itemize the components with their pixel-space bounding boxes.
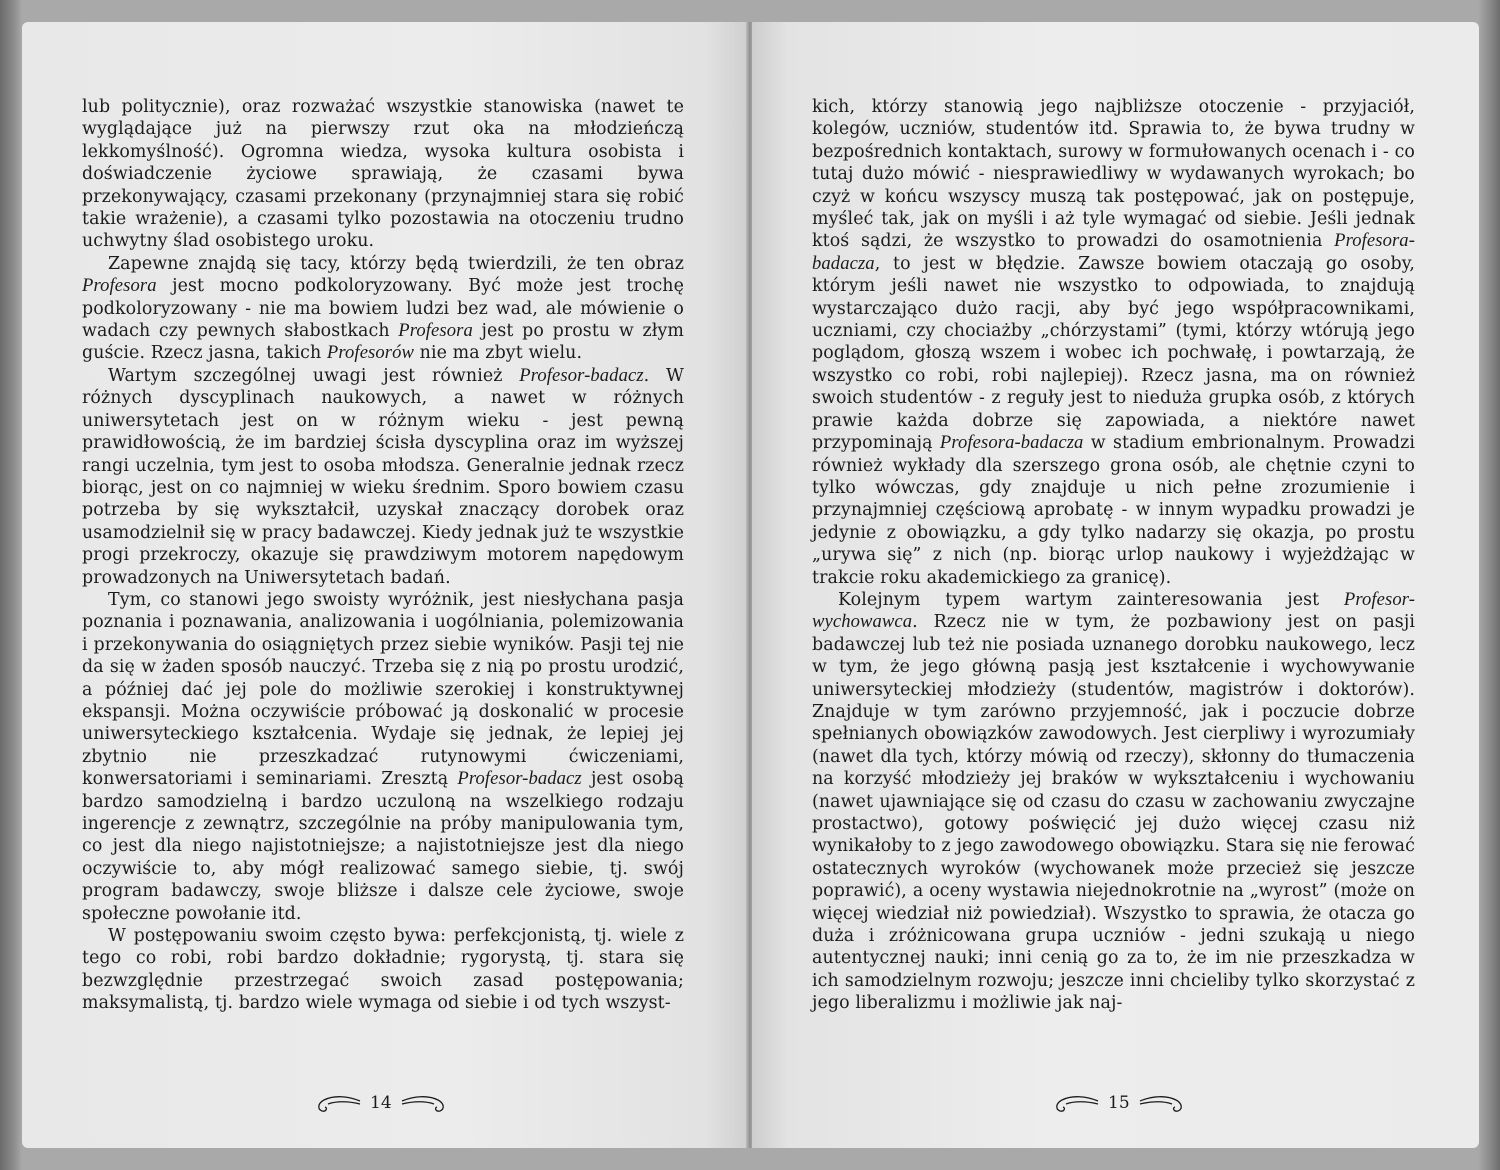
page-number: 14 (370, 1093, 392, 1113)
paragraph: lub politycznie), oraz rozważać wszystkie stanowiska (nawet te wyglądające już na pierwszy rzut oka na młodzieńczą lekkomyślność). Ogromna wiedza, wysoka kultura osobista i doświadczenie życiowe sprawiają, że czasami bywa przekonywający, czasami przekonany (przynajmniej stara się robić takie wrażenie), a czasami tylko pozostawia na otoczeniu trudno uchwytny ślad osobistego uroku. (82, 97, 684, 252)
flourish-right-icon (398, 1090, 448, 1116)
italic-term: Profesor-badacz (519, 364, 644, 386)
flourish-right-icon (1136, 1090, 1186, 1116)
text-run: . W różnych dyscyplinach naukowych, a nawet w różnych uniwersytetach jest on w różnym wieku - jest pewną prawidłowością, że im bardziej ścisła dyscyplina oraz im wyższej rangi uczelnia, tym jest to osoba młodsza. Generalnie jednak rzecz biorąc, jest on co najmniej w wieku średnim. Sporo bowiem czasu potrzeba by się wykształcił, uzyskał znaczący dorobek oraz usamodzielnił się w pracy badawczej. Kiedy jednak już te wszystkie progi przekroczy, okazuje się prawdziwym motorem napędowym prowadzonych na Uniwersytetach badań. (82, 365, 685, 588)
text-run: jest po prostu w złym guście. Rzecz jasna, takich (82, 321, 684, 364)
text-run: w stadium embrionalnym. Prowadzi również wykłady dla szerszego grona osób, ale chętnie czyni to tylko wówczas, gdy znajduje u nich pełne zrozumienie i przynajmniej częściową aprobatę - w innym wypadku prowadzi je jedynie z obowiązku, a gdy tylko nadarzy się okazja, po prostu „urywa się” z nich (np. biorąc urlop naukowy i wyjeżdżając w trakcie roku akademickiego za granicę). (812, 433, 1415, 588)
italic-term: Profesorów (326, 342, 415, 364)
paragraph (812, 96, 1415, 589)
text-run: kich, którzy stanowią jego najbliższe otoczenie - przyjaciół, kolegów, uczniów, studentów itd. Sprawia to, że bywa trudny w bezpośrednich kontaktach, surowy w formułowanych ocenach i - co tutaj dużo mówić - niesprawiedliwy w wydawanych wyrokach; bo czyż w końcu wszyscy muszą tak postępować, jak on postępuje, myśleć tak, jak on myśli i aż tyle wymagać od siebie. Jeśli jednak ktoś sądzi, że wszystko to prowadzi do osamotnienia (812, 97, 1415, 252)
text-run: Tym, co stanowi jego swoisty wyróżnik, jest niesłychana pasja poznania i poznawania, analizowania i uogólniania, polemizowania i przekonywania do osiągniętych przez siebie wyników. Pasji tej nie da się w żaden sposób nauczyć. Trzeba się z nią po prostu urodzić, a później dać jej pole do możliwie szerokiej i konstruktywnej ekspansji. Można oczywiście próbować ją doskonalić w procesie uniwersyteckiego kształcenia. Wydaje się jednak, że lepiej jej zbytnio nie przeszkadzać rutynowymi ćwiczeniami, konwersatoriami i seminariami. Zresztą (82, 589, 684, 790)
text-run: Zapewne znajdą się tacy, którzy będą twierdzili, że ten obraz (108, 253, 684, 274)
page-number: 15 (1108, 1093, 1130, 1113)
text-run: . Rzecz nie w tym, że pozbawiony jest on pasji badawczej lub też nie posiada uznanego dorobku naukowego, lecz w tym, że jego główną pasją jest kształcenie i wychowywanie uniwersyteckiej młodzieży (studentów, magistrów i doktorów). Znajduje w tym zarówno przyjemność, jak i poczucie dobrze spełnianych obowiązków zawodowych. Jest cierpliwy i wyrozumiały (nawet dla tych, którzy mówią od rzeczy), skłonny do tłumaczenia na korzyść młodzieży jej braków w wykształceniu i wychowaniu (nawet ujawniające się od czasu do czasu w zachowaniu zwyczajne prostactwo), gotowy poświęcić jej dużo więcej czasu niż wynikałoby to z jego zawodowego obowiązku. Stara się nie ferować ostatecznych wyroków (wychowanek może przecież się jeszcze poprawić), a oceny wystawia niejednokrotnie na „wyrost” (może on więcej wiedział niż powiedział). Wszystko to sprawia, że otacza go duża i zróżnicowana grupa uczniów - jedni szukają u niego autentycznej nauki; inni cenią go za to, że im nie przeszkadza w ich samodzielnym rozwoju; jeszcze inni chcieliby tylko skorzystać z jego liberalizmu i możliwie jak naj- (812, 612, 1415, 1014)
italic-term: Profesora-badacza (939, 432, 1084, 454)
paragraph (82, 253, 684, 365)
text-run: Kolejnym typem wartym zainteresowania jest (838, 589, 1344, 610)
italic-term: Profesor-badacz (457, 768, 582, 790)
italic-term: Profesora (398, 320, 473, 342)
left-page-footer (314, 1088, 448, 1118)
italic-term: Profesora (82, 275, 157, 297)
text-run: jest mocno podkoloryzowany. Być może jest trochę podkoloryzowany - nie ma bowiem ludzi bez wad, ale mówienie o wadach czy pewnych słabostkach (82, 276, 684, 342)
right-page-footer (1052, 1088, 1186, 1118)
paragraph (82, 365, 684, 589)
paragraph (812, 589, 1415, 1015)
italic-term: Profesora-badacza (812, 230, 1415, 274)
right-page (752, 22, 1479, 1148)
right-page-text (812, 96, 1415, 1015)
flourish-left-icon (314, 1090, 364, 1116)
text-run: Wartym szczególnej uwagi jest również (108, 365, 520, 386)
left-page-text (82, 96, 684, 1015)
left-page (22, 22, 748, 1148)
paragraph (82, 589, 684, 925)
italic-term: Profesor-wychowawca (812, 588, 1415, 633)
text-run: jest osobą bardzo samodzielną i bardzo uczuloną na wszelkiego rodzaju ingerencje z zewnątrz, szczególnie na próby manipulowania tym, co jest dla niego najistotniejsze; a najistotniejsze jest dla niego oczywiście to, aby mógł realizować samego siebie, tj. swój program badawczy, swoje bliższe i dalsze cele życiowe, swoje społeczne powołanie itd. (82, 769, 684, 924)
text-run: , to jest w błędzie. Zawsze bowiem otaczają go osoby, którym jeśli nawet nie wszystko to odpowiada, to znajdują wystarczająco dużo racji, aby być jego współpracownikami, uczniami, czy chociażby „chórzystami” (tymi, którzy wtórują jego poglądom, głoszą wszem i wobec ich pochwałę, i powtarzają, że wszystko co robi, robi najlepiej). Rzecz jasna, ma on również swoich studentów - z reguły jest to nieduża grupka osób, z których prawie każda dobrze się zapowiada, a niektóre nawet przypominają (812, 253, 1415, 454)
flourish-left-icon (1052, 1090, 1102, 1116)
paragraph: W postępowaniu swoim często bywa: perfekcjonistą, tj. wiele z tego co robi, robi bardzo dokładnie; rygorystą, tj. stara się bezwzględnie przestrzegać swoich zasad postępowania; maksymalistą, tj. bardzo wiele wymaga od siebie i od tych wszyst- (82, 926, 684, 1014)
text-run: nie ma zbyt wielu. (414, 343, 583, 364)
